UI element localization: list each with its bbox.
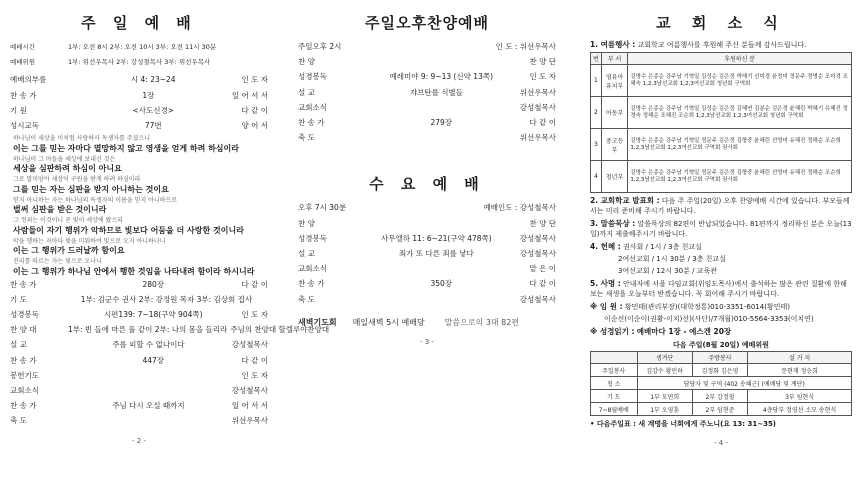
table-cell: 김명수 은종순 강주남 기혁일 김성순 김은정 박해기 선미경 윤정미 정문주 정명순 조미경 조혜숙 1,2,3남선교회 1,2,3여선교회 청년회 구역회 xyxy=(628,65,852,97)
news-head: ※ 임 원 : xyxy=(590,302,623,311)
service-row xyxy=(298,69,556,84)
congregation-line: 사람들이 자기 행위가 악하므로 빛보다 어둠을 더 사랑한 것이니라 xyxy=(13,225,244,235)
service-row xyxy=(10,413,268,428)
congregation-line: 세상을 심판하려 하심이 아니요 xyxy=(13,164,122,174)
bible-reading-item xyxy=(590,326,852,337)
row-label: 성경봉독 xyxy=(298,233,327,243)
col-header: 후원하신 분 xyxy=(628,53,852,65)
table-row xyxy=(591,390,852,403)
afternoon-worship-page xyxy=(298,8,556,346)
row-content: 예레미야 9: 9~13 (신약 13쪽) xyxy=(389,72,494,82)
news-item xyxy=(590,195,852,216)
row-content: 1부: 김군수 권사 2부: 강정원 목자 3부: 김상희 집사 xyxy=(80,294,253,304)
news-head: 2. 교회학교 발표회 : xyxy=(590,196,660,205)
row-leader: 다 같 이 xyxy=(529,118,556,128)
row-leader: 강성철목사 xyxy=(519,102,556,112)
wednesday-order xyxy=(298,216,556,307)
row-label: 축 도 xyxy=(298,133,315,143)
news-item xyxy=(590,218,852,239)
leader-line: 하나님이 그 아들을 세상에 보내신 것은 xyxy=(13,155,116,163)
leader-label: 주일오후 2시 xyxy=(298,42,342,52)
duty-table xyxy=(590,339,852,416)
col-header: 번 xyxy=(591,53,602,65)
table-cell: 2부 강정철 xyxy=(692,390,747,403)
row-leader: 강성철목사 xyxy=(519,294,556,304)
row-label: 성경봉독 xyxy=(298,72,327,82)
leader-line: 그로 말미암아 세상이 구원을 받게 하려 하심이라 xyxy=(13,176,141,184)
news-head: ※ 성경읽기 : xyxy=(590,327,635,336)
table-cell: 문현재 정승희 xyxy=(748,364,852,377)
table-cell: 김명수 은종순 강주남 기혁일 김성순 김은정 김혜연 김분순 김은정 윤혜린 박혜기 유혜진 정경숙 정해순 조혜진 조순희 1,2,3남선교회 1,2,3여선교회 청년회 구역회 xyxy=(628,97,852,129)
service-row xyxy=(10,368,268,383)
row-leader: 강성철목사 xyxy=(231,340,268,350)
page-number: - 3 - xyxy=(420,337,434,346)
service-row xyxy=(10,72,268,87)
news-text: 말씀묵상의 82편이 반납되었습니다. 81편까지 정리하신 분은 오늘(13일)까지 제출해주시기 바랍니다. xyxy=(590,220,852,238)
leader-line: 그 정죄는 이것이니 곧 빛이 세상에 왔으되 xyxy=(13,217,123,225)
service-row xyxy=(298,130,556,145)
row-leader: 위선우목사 xyxy=(231,416,268,426)
service-row xyxy=(10,292,268,307)
service-row xyxy=(298,54,556,69)
leader-line: 악을 행하는 자마다 빛을 미워하여 빛으로 오지 아니하나니 xyxy=(13,237,166,245)
table-cell: 김명수 은종순 강주남 기혁일 정문주 김은정 김형중 윤혜린 선영미 유혜진 정해순 조순희 1,2,3남선교회 1,2,3여선교회 구역회 권사회 xyxy=(628,161,852,193)
table-row xyxy=(591,377,852,390)
col-header: 부 서 xyxy=(601,53,628,65)
table-row xyxy=(591,364,852,377)
news-text: 2여선교회 / 1시 30분 / 3층 친교실 xyxy=(618,255,726,263)
table-row xyxy=(591,97,852,129)
row-label: 설 교 xyxy=(298,248,315,258)
row-content: 사무엘하 11: 6~21(구약 478쪽) xyxy=(381,233,492,243)
news-text: 안내자에 서을 다임교회(위임도목사)에서 출석하는 많은 관련 질환에 한해보는 새생을 오늘부터 받겠습니다. 꼭 회어해 주시기 바랍니다. xyxy=(590,280,847,298)
row-leader: 일 어 서 서 xyxy=(231,401,268,411)
row-content: 279장 xyxy=(430,118,453,128)
duty-caption: 다음 주일(8월 20일) 예배위원 xyxy=(673,341,769,349)
col-header xyxy=(591,352,638,364)
table-cell: 아동부 xyxy=(601,97,628,129)
row-leader: 위선우목사 xyxy=(519,87,556,97)
row-label: 찬 송 가 xyxy=(10,355,37,365)
dawn-time: 매일새벽 5시 예배당 xyxy=(352,317,425,327)
news-text: 교회학교 여름행사를 후원해 주신 분들께 감사드립니다. xyxy=(637,41,807,49)
schedule-row xyxy=(10,54,268,69)
officer-item-2: 이순선(이순이(권활-이치)선)(사단)/7개월)010-5564-3353(이치연) xyxy=(604,315,814,323)
news-head: 1. 여름행사 : xyxy=(590,40,636,49)
congregation-line: 이는 그 행위가 하나님 안에서 행한 것임을 나타내려 함이라 하시니라 xyxy=(13,266,255,276)
row-leader: 강성철목사 xyxy=(519,248,556,258)
row-leader: 찬 양 단 xyxy=(529,218,556,228)
row-label: 축 도 xyxy=(298,294,315,304)
row-label: 찬 송 가 xyxy=(298,118,325,128)
wed-leader-row xyxy=(298,200,556,215)
row-leader: 일 어 서 서 xyxy=(231,90,268,100)
row-leader: 양 어 서 xyxy=(241,121,268,131)
row-content: 350장 xyxy=(430,279,453,289)
service-row xyxy=(298,216,556,231)
order-of-service xyxy=(10,72,268,133)
row-leader: 다 같 이 xyxy=(241,105,268,115)
service-row xyxy=(298,291,556,306)
row-leader: 인 도 자 xyxy=(241,75,268,85)
table-cell: 2부 임현준 xyxy=(692,403,747,416)
table-cell: 기 도 xyxy=(591,390,638,403)
table-row xyxy=(591,65,852,97)
row-leader: 다 같 이 xyxy=(529,279,556,289)
church-news-page xyxy=(590,8,852,447)
next-sunday-note: • 다음주일표 : 새 계명을 너희에게 주노니(요 13: 31~35) xyxy=(590,420,777,428)
table-cell: 담당자 및 구역 (402 송혜근) (예배당 및 계단) xyxy=(637,377,851,390)
service-row xyxy=(10,103,268,118)
dawn-note: 말씀으로의 3대 82편 xyxy=(444,317,520,327)
row-label: 기 도 xyxy=(10,294,27,304)
row-label: 교회소식 xyxy=(10,386,39,396)
table-cell: 4 xyxy=(591,161,602,193)
row-label: 교회소식 xyxy=(298,264,327,274)
row-leader: 인 도 자 xyxy=(241,370,268,380)
schedule-text: 1부: 오전 8시 2부: 오전 10시 3부: 오전 11시 30분 xyxy=(68,43,217,52)
row-content: 시편139: 7~18(구약 904쪽) xyxy=(103,310,203,320)
service-row xyxy=(298,276,556,291)
page-title: 교 회 소 식 xyxy=(656,14,786,32)
row-content: 주님 다시 오실 때까지 xyxy=(112,401,185,411)
row-leader: 주님의 찬양대 할렐루야찬양대 xyxy=(230,325,330,335)
service-row xyxy=(10,383,268,398)
col-header: 생겨단 xyxy=(637,352,692,364)
leader-line: 하나님이 세상을 이처럼 사랑하사 독생자를 주셨으니 xyxy=(13,135,151,143)
leader-line: 믿지 아니하는 자는 하나님의 독생자의 이름을 믿지 아니하므로 xyxy=(13,196,178,204)
dawn-prayer-row xyxy=(298,315,556,330)
dawn-title: 새벽기도회 xyxy=(298,317,337,327)
table-cell: 4층당부 정영선 소모 송현식 xyxy=(748,403,852,416)
row-label: 축 도 xyxy=(10,416,27,426)
news-text: 3여선교회 / 12시 30분 / 교육관 xyxy=(618,267,717,275)
service-row xyxy=(10,337,268,352)
row-content: 죄가 또 다른 죄를 낳다 xyxy=(399,248,474,258)
news-text: 권사회 / 1시 / 3층 친교실 xyxy=(623,243,702,251)
row-content: <사도신경> xyxy=(132,105,175,115)
row-content: 시 4: 23~24 xyxy=(130,75,176,85)
service-row xyxy=(10,322,330,337)
table-cell: 영유아유치부 xyxy=(601,65,628,97)
row-label: 성경봉독 xyxy=(10,310,39,320)
officer-item xyxy=(590,301,852,312)
congregation-line: 벌써 심판을 받은 것이니라 xyxy=(13,205,107,215)
schedule-label: 예배위원 xyxy=(10,58,36,67)
table-cell: 1부 오영훈 xyxy=(637,403,692,416)
row-content: 1장 xyxy=(142,90,155,100)
service-row xyxy=(298,85,556,100)
service-row xyxy=(298,100,556,115)
table-cell: 1부 모연희 xyxy=(637,390,692,403)
wed-leader-label: 오후 7시 30분 xyxy=(298,203,347,213)
news-item xyxy=(590,39,852,50)
row-content: 447장 xyxy=(142,355,165,365)
wed-leader: 예배인도 : 강성철목사 xyxy=(483,203,556,213)
row-leader: 찬 양 단 xyxy=(529,57,556,67)
news-item xyxy=(590,241,852,252)
col-header: 주방봉사 xyxy=(692,352,747,364)
news-items xyxy=(590,195,852,299)
news-text: 다음 주 주일(20일) 오후 찬양예배 시간에 있습니다. 부모들께서는 미리 준비해 주시기 바랍니다. xyxy=(590,197,850,215)
row-label: 봉헌기도 xyxy=(10,370,39,380)
row-label: 찬 송 가 xyxy=(298,279,325,289)
responsive-reading xyxy=(10,133,268,277)
news-head: 3. 말씀묵상 : xyxy=(590,219,636,228)
page-number: - 4 - xyxy=(714,439,728,447)
service-row xyxy=(10,398,268,413)
table-row xyxy=(591,403,852,416)
row-leader: 강성철목사 xyxy=(231,386,268,396)
table-cell: 중고등부 xyxy=(601,129,628,161)
row-label: 성시교독 xyxy=(10,121,39,131)
row-label: 찬 송 가 xyxy=(10,279,37,289)
news-text: 황민태(관리부장)(대학정통)010-3351-6014(황민태) xyxy=(624,303,790,311)
schedule-text: 1부: 위선우목사 2부: 강성철목사 3부: 위선우목사 xyxy=(68,58,211,67)
service-row xyxy=(298,246,556,261)
congregation-line: 이는 그를 믿는 자마다 멸망하지 않고 영생을 얻게 하려 하심이라 xyxy=(13,143,239,153)
news-head: 5. 사명 : xyxy=(590,279,621,288)
table-cell: 7~8월예배 xyxy=(591,403,638,416)
news-head: 4. 헌혜 : xyxy=(590,242,621,251)
leader-line: 진리를 따르는 자는 빛으로 오나니 xyxy=(13,258,102,266)
donor-table xyxy=(590,52,852,193)
page-title: 주 일 예 배 xyxy=(81,14,197,32)
row-leader: 강성철목사 xyxy=(519,233,556,243)
order-of-service xyxy=(298,54,556,145)
col-header: 설 거 지 xyxy=(748,352,852,364)
page-title: 주일오후찬양예배 xyxy=(365,14,489,32)
row-label: 예배의부름 xyxy=(10,75,47,85)
table-cell: 3부 임현식 xyxy=(748,390,852,403)
row-leader: 다 같 이 xyxy=(241,355,268,365)
row-leader: 맡 은 이 xyxy=(529,264,556,274)
row-leader: 위선우목사 xyxy=(519,133,556,143)
service-row xyxy=(298,231,556,246)
row-label: 찬 양 xyxy=(298,57,315,67)
service-row xyxy=(10,307,268,322)
row-content: 1부: 빈 들에 마른 풀 같이 2부: 나의 몸을 들리라 xyxy=(68,325,228,335)
row-label: 찬 송 가 xyxy=(10,401,37,411)
table-cell: 김명수 은종순 강주남 기혁일 정문주 김은정 김형중 윤혜린 선영미 유혜진 정해순 조순희 1,2,3남선교회 1,2,3여선교회 구역회 권사회 xyxy=(628,129,852,161)
table-cell: 1 xyxy=(591,65,602,97)
schedule-row xyxy=(10,39,268,54)
schedule-label: 예배시간 xyxy=(10,43,36,52)
row-label: 찬 양 대 xyxy=(10,325,37,335)
service-row xyxy=(298,261,556,276)
congregation-line: 이는 그 행위가 드러날까 함이요 xyxy=(13,246,125,256)
table-cell: 김강수 황민하 xyxy=(637,364,692,377)
page-number: - 2 - xyxy=(132,436,146,445)
table-cell: 주일봉사 xyxy=(591,364,638,377)
row-label: 찬 양 xyxy=(298,218,315,228)
row-leader: 다 같 이 xyxy=(241,279,268,289)
row-leader: 인 도 자 xyxy=(241,310,268,320)
row-content: 77번 xyxy=(144,121,162,131)
table-cell: 청 소 xyxy=(591,377,638,390)
service-row xyxy=(298,115,556,130)
row-leader: 인 도 자 xyxy=(529,72,556,82)
row-label: 찬 송 가 xyxy=(10,90,37,100)
wednesday-title: 수 요 예 배 xyxy=(369,175,485,194)
table-cell: 청년부 xyxy=(601,161,628,193)
service-row xyxy=(10,118,268,133)
row-content: 280장 xyxy=(142,279,165,289)
table-cell: 김정화 김은영 xyxy=(692,364,747,377)
congregation-line: 그를 믿는 자는 심판을 받지 아니하는 것이요 xyxy=(13,184,169,194)
row-label: 교회소식 xyxy=(298,102,327,112)
leader: 인 도 : 위선우목사 xyxy=(495,42,556,52)
table-row xyxy=(591,129,852,161)
table-cell: 3 xyxy=(591,129,602,161)
news-item xyxy=(590,278,852,299)
table-row xyxy=(591,161,852,193)
table-cell: 2 xyxy=(591,97,602,129)
news-item xyxy=(590,254,852,264)
news-text: 예배마다 1장 - 에스겐 20장 xyxy=(636,327,732,336)
row-label: 설 교 xyxy=(10,340,27,350)
row-content: 쟈브탄를 식별들 xyxy=(409,87,463,97)
news-item xyxy=(590,266,852,276)
row-content: 주를 피할 수 없나이다 xyxy=(112,340,185,350)
row-label: 기 원 xyxy=(10,105,27,115)
service-row xyxy=(10,88,268,103)
service-row xyxy=(10,353,268,368)
leader-row xyxy=(298,39,556,54)
row-label: 설 교 xyxy=(298,87,315,97)
service-row xyxy=(10,277,268,292)
